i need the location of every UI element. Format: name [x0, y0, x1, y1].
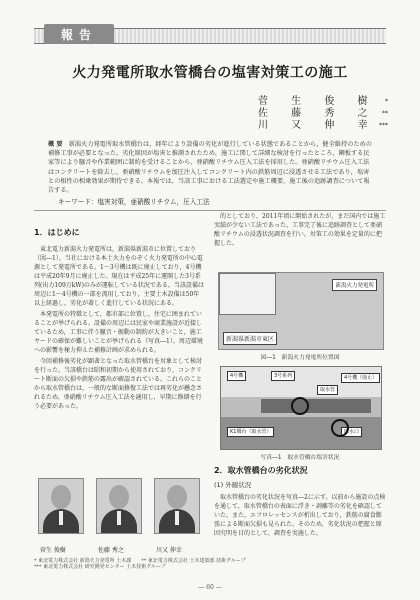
portrait-caption: 菅生 俊樹: [40, 547, 66, 554]
location-map-figure: [218, 272, 384, 350]
author-row: [258, 96, 388, 108]
body-paragraph: 取水管橋台の劣化状況を写真―2に示す。以前から施設の点検を通して，取水管橋台の表面に浮き・剥離等の劣化を確認していた。また，エフロレッセンスが析出しており，鉄筋の腐食膨張による断面欠損も見られた。そのため，劣化状況の把握と原因究明を目的として，調査を実施した。: [214, 494, 386, 537]
author-name: 川 又 伸 幸: [258, 120, 378, 131]
divider: [34, 210, 386, 211]
section2-block: [214, 462, 386, 540]
portrait-caption: 川又 伸幸: [156, 547, 182, 554]
author-row: [258, 108, 388, 120]
body-paragraph: 東北電力新潟火力発電所は，新潟県新潟市に位置しており（図―1），当社における本土火力をのぞく火力発電所の中心電源として発電所である。1～3号機は既に廃止しており，4号機は平成20年9月に廃止した。現在は平成25年に運開した3号系列(出力109万kW)のみが運転している状況である。当該設備は周辺に1～4号機の一部を流用しており，主要土木設備は50年以上経過し，劣化が著しく進行している状況にある。: [34, 246, 204, 307]
map-inset: [219, 273, 276, 315]
abstract-text: 新潟火力発電所取水管橋台は，経年により設備の劣化が進行している状態であることから，健全維持のための補修工事が必要となった。劣化原因が塩害と推測されたため，施工に関して詳細な検討を行ったところ，鋼板する民家等により騒音や作業範囲に制約を受けることから，亜硝酸リチウム圧入工法を採用した。亜硝酸リチウム圧入工法はコンクリートを除去し，亜硝酸リチウムを加圧注入してコンクリート内の鉄筋周辺に浸透させる工法であり，塩害との相性の相乗効果が期待できる。本報では，当該工事における工法選定や施工概要，施工後の追跡調査について報告する。: [48, 141, 372, 195]
author-list: [258, 96, 388, 132]
section-tag: 報告: [44, 24, 114, 44]
author-portrait: [38, 478, 84, 534]
photo-label: 取水口: [341, 427, 362, 437]
page-number: ― 60 ―: [198, 584, 222, 591]
highlight-circle: [291, 397, 309, 415]
photo-label: K1橋台（取水管）: [227, 427, 274, 437]
author-name: 佐 藤 秀 之: [258, 108, 378, 119]
photo-caption: 写真―1 取水管橋台塩害状況: [260, 455, 340, 461]
portrait-caption: 佐藤 秀之: [98, 547, 124, 554]
photo-label: 3号系列: [271, 371, 295, 381]
subsection-heading: (1) 外観状況: [214, 481, 252, 489]
map-site-label: 新潟火力発電所: [332, 279, 377, 291]
abstract: [48, 140, 374, 195]
footnote-line: *** 東北電力株式会社 研究開発センター 土木技術グループ: [34, 564, 166, 571]
body-paragraph: 的としており，2011年頃に開始されたが，まだ国内では施工実績が少ない工法であった。工事完了後に追跡調査として亜硝酸リチウムの浸透状況調査を行い，対策工の効果を定量的に把握した。: [214, 213, 386, 247]
figure-caption: 図―1 新潟火力発電所位置図: [260, 355, 340, 361]
left-column: [34, 222, 204, 413]
author-portrait: [96, 478, 142, 534]
section-heading: 1．はじめに: [34, 228, 80, 237]
keywords: キーワード：塩害対策，亜硝酸リチウム，圧入工法: [58, 198, 210, 206]
author-name: 菅 生 俊 樹: [258, 96, 378, 107]
body-paragraph: 本発電所の特徴として，都市部に位置し，住宅に囲まれていることが挙げられる。設備の周辺には民家や商業施設が近接しているため，工事に伴う騒音・振動の制約が大きいこと，施工ヤードの確保が難しいことが挙げられる（写真―1）。周辺環境への影響を極力抑えた補修計画が求められる。: [34, 311, 203, 354]
author-affiliation-mark: **: [382, 110, 388, 117]
highlight-circle: [331, 419, 349, 437]
author-portrait: [154, 478, 200, 534]
author-affiliation-mark: ***: [379, 122, 388, 129]
author-row: [258, 120, 388, 132]
abstract-label: 概 要: [48, 141, 63, 148]
section-heading: 2．取水管橋台の劣化状況: [214, 466, 308, 475]
site-photo: [220, 366, 382, 450]
photo-label: 4号機: [227, 371, 246, 381]
footnote-line: * 東北電力株式会社 新潟火力発電所 土木課 ** 東北電力株式会社 土木建築部 技術グループ: [34, 558, 246, 564]
article-title: 火力発電所取水管橋台の塩害対策工の施工: [72, 65, 348, 81]
map-area-label: 新潟県新潟市東区: [223, 332, 277, 345]
author-affiliation-mark: *: [385, 98, 388, 105]
footnotes: [34, 558, 386, 571]
photo-label: 4号機（廃止）: [341, 373, 380, 383]
photo-pier: [261, 399, 371, 413]
body-paragraph: 今回補修後劣化が顕著となった取水管橋台を対象として検討を行った。当該橋台は昭和初期から使用されており，コンクリート断面の欠損や鉄筋の露出が確認されている。これらのことから取水管橋台は，一般的な断面修復工法では再劣化が懸念されるため，亜硝酸リチウム圧入工法を適用し，早期に修繕を行う必要があった。: [34, 358, 203, 410]
right-column: [214, 212, 386, 250]
author-photos: [34, 478, 204, 538]
photo-label: 取水管: [317, 385, 338, 395]
